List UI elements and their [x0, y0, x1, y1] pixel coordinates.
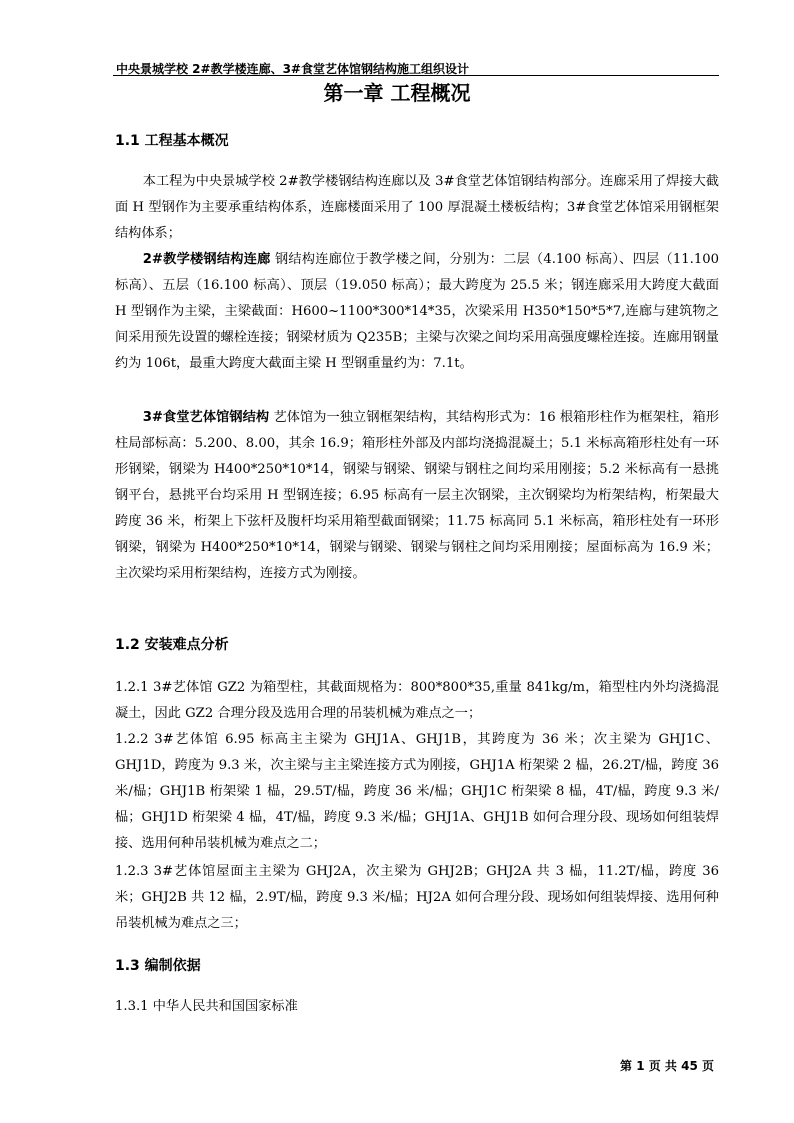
page-number: 第 1 页 共 45 页 — [620, 1059, 714, 1073]
section-title-1-3: 1.3 编制依据 — [115, 958, 201, 974]
section-title-1-2: 1.2 安装难点分析 — [115, 637, 229, 653]
paragraph-gym-lead: 3#食堂艺体馆钢结构 — [142, 410, 270, 425]
chapter-title: 第一章 工程概况 — [323, 81, 471, 105]
paragraph-gym — [115, 405, 719, 587]
paragraph-gym-body: 艺体馆为一独立钢框架结构，其结构形式为：16 根箱形柱作为框架柱，箱形柱局部标高：5.200、8.00，其余 16.9；箱形柱外部及内部均浇捣混凝土；5.1 米标高箱形柱处有一环形钢梁，钢梁为 H400*250*10*14，钢梁与钢梁、钢梁与钢柱之间均采用刚接；5.2 米标高有一悬挑钢平台，悬挑平台均采用 H 型钢连接；6.95 标高有一层主次钢梁，主次钢梁均为桁架结构，桁架最大跨度 36 米，桁架上下弦杆及腹杆均采用箱型截面钢梁；11.75 标高同 5.1 米标高，箱形柱处有一环形钢梁，钢梁为 H400*250*10*14，钢梁与钢梁、钢梁与钢柱之间均采用刚接；屋面标高为 16.9 米；主次梁均采用桁架结构，连接方式为刚接。 — [115, 410, 719, 581]
header-divider — [113, 75, 719, 76]
paragraph-corridor — [115, 247, 719, 377]
paragraph-corridor-body: 钢结构连廊位于教学楼之间，分别为：二层（4.100 标高）、四层（11.100 标高）、五层（16.100 标高）、顶层（19.050 标高）；最大跨度为 25.5 米；钢连廊采用大跨度大截面 H 型钢作为主梁，主梁截面：H600~1100*300*14*35，次梁采用 H350*150*5*7,连廊与建筑物之间采用预先设置的螺栓连接；钢梁材质为 Q235B；主梁与次梁之间均采用高强度螺栓连接。连廊用钢量约为 106t，最重大跨度大截面主梁 H 型钢重量约为：7.1t。 — [115, 252, 719, 371]
running-header: 中央景城学校 2#教学楼连廊、3#食堂艺体馆钢结构施工组织设计 — [116, 62, 469, 76]
paragraph-difficulty-3: 1.2.3 3#艺体馆屋面主主梁为 GHJ2A，次主梁为 GHJ2B；GHJ2A 共 3 榀，11.2T/榀，跨度 36 米；GHJ2B 共 12 榀，2.9T/榀，跨度 9.3 米/榀；HJ2A 如何合理分段、现场如何组装焊接、选用何种吊装机械为难点之三； — [115, 864, 719, 931]
section-title-1-1: 1.1 工程基本概况 — [115, 133, 229, 149]
paragraph-corridor-lead: 2#教学楼钢结构连廊 — [142, 252, 271, 267]
paragraph-difficulty-1: 1.2.1 3#艺体馆 GZ2 为箱型柱，其截面规格为：800*800*35,重量 841kg/m，箱型柱内外均浇捣混凝土，因此 GZ2 合理分段及选用合理的吊装机械为难点之一； — [115, 680, 719, 721]
paragraph-overview: 本工程为中央景城学校 2#教学楼钢结构连廊以及 3#食堂艺体馆钢结构部分。连廊采用了焊接大截面 H 型钢作为主要承重结构体系，连廊楼面采用了 100 厚混凝土楼板结构；3#食堂艺体馆采用钢框架结构体系； — [115, 174, 719, 241]
paragraph-difficulty-2: 1.2.2 3#艺体馆 6.95 标高主主梁为 GHJ1A、GHJ1B，其跨度为 36 米；次主梁为 GHJ1C、GHJ1D，跨度为 9.3 米，次主梁与主主梁连接方式为刚接，GHJ1A 桁架梁 2 榀，26.2T/榀，跨度 36 米/榀；GHJ1B 桁架梁 1 榀，29.5T/榀，跨度 36 米/榀；GHJ1C 桁架梁 8 榀，4T/榀，跨度 9.3 米/榀；GHJ1D 桁架梁 4 榀，4T/榀，跨度 9.3 米/榀；GHJ1A、GHJ1B 如何合理分段、现场如何组装焊接、选用何种吊装机械为难点之二； — [115, 732, 719, 851]
paragraph-basis-1: 1.3.1 中华人民共和国国家标准 — [115, 999, 298, 1014]
